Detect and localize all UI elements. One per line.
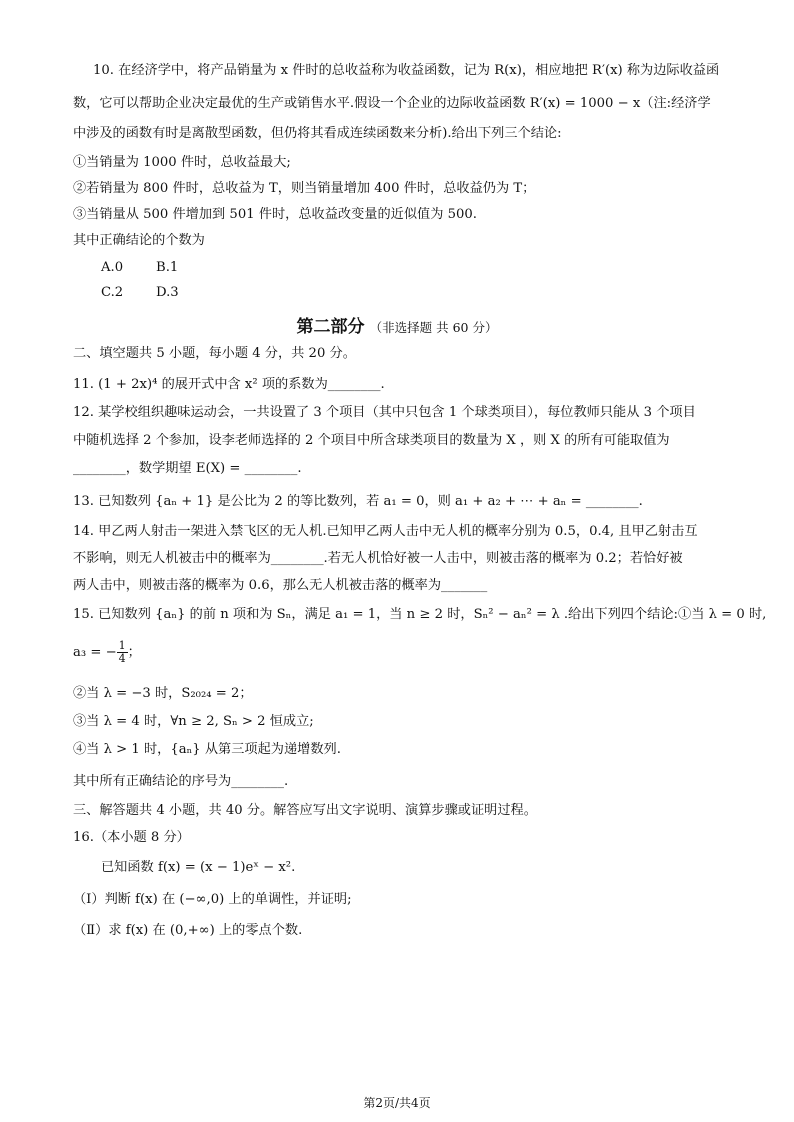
- q15-a3-formula: [73, 640, 141, 665]
- q14-line2: 不影响，则无人机被击中的概率为________.若无人机恰好被一人击中，则被击落的概率为 0.2；若恰好被: [73, 551, 683, 566]
- q15-question: 其中所有正确结论的序号为________.: [73, 774, 289, 789]
- q10-conclusion-3: ③当销量从 500 件增加到 501 件时，总收益改变量的近似值为 500.: [73, 207, 477, 222]
- q15-conclusion-4: ④当 λ > 1 时，{aₙ} 从第三项起为递增数列.: [73, 742, 341, 757]
- q10-option-b: B.1: [156, 260, 179, 275]
- q16-part-2: （Ⅱ）求 f(x) 在 (0,+∞) 上的零点个数.: [73, 923, 303, 938]
- q16-given: 已知函数 f(x) = (x − 1)eˣ − x².: [101, 860, 296, 875]
- q15-a3-lhs: a₃ = −: [73, 645, 117, 660]
- q16-heading: 16.（本小题 8 分）: [73, 830, 190, 845]
- part-two-heading: [0, 312, 794, 337]
- q15-conclusion-2: ②当 λ = −3 时，S₂₀₂₄ = 2；: [73, 686, 253, 701]
- q14-line3: 两人击中，则被击落的概率为 0.6，那么无人机被击落的概率为_______: [73, 578, 488, 593]
- q15-a3-numerator: 1: [118, 639, 126, 652]
- q12-line2: 中随机选择 2 个参加，设李老师选择的 2 个项目中所含球类项目的数量为 X ，则 X 的所有可能取值为: [73, 433, 670, 448]
- q10-question: 其中正确结论的个数为: [73, 233, 205, 248]
- q10-option-d: D.3: [156, 285, 179, 300]
- part-two-subtitle: （非选择题 共 60 分）: [369, 320, 498, 335]
- q15-line1: 15. 已知数列 {aₙ} 的前 n 项和为 Sₙ，满足 a₁ = 1，当 n ≥ 2 时，Sₙ² − aₙ² = λ .给出下列四个结论:①当 λ = 0 时,: [73, 607, 767, 622]
- q13-text: 13. 已知数列 {aₙ + 1} 是公比为 2 的等比数列，若 a₁ = 0，则 a₁ + a₂ + ⋯ + aₙ = ________.: [73, 494, 643, 509]
- q10-conclusion-1: ①当销量为 1000 件时，总收益最大;: [73, 155, 291, 170]
- part-two-title: 第二部分: [296, 317, 365, 337]
- q10-conclusion-2: ②若销量为 800 件时，总收益为 T，则当销量增加 400 件时，总收益仍为 T；: [73, 181, 536, 196]
- q12-line3: ________，数学期望 E(X) = ________.: [73, 461, 302, 476]
- q10-line1: 10. 在经济学中，将产品销量为 x 件时的总收益称为收益函数，记为 R(x)，相应地把 R′(x) 称为边际收益函: [93, 63, 720, 78]
- q14-line1: 14. 甲乙两人射击一架进入禁飞区的无人机.已知甲乙两人击中无人机的概率分别为 0.5，0.4, 且甲乙射击互: [73, 524, 698, 539]
- q11-text: 11. (1 + 2x)⁴ 的展开式中含 x² 项的系数为________.: [73, 377, 385, 392]
- q15-a3-denominator: 4: [118, 652, 126, 665]
- q15-conclusion-3: ③当 λ = 4 时，∀n ≥ 2, Sₙ > 2 恒成立;: [73, 714, 314, 729]
- section-two-heading: 二、填空题共 5 小题，每小题 4 分，共 20 分。: [73, 346, 356, 361]
- q12-line1: 12. 某学校组织趣味运动会，一共设置了 3 个项目（其中只包含 1 个球类项目），每位教师只能从 3 个项目: [73, 405, 696, 420]
- q10-option-c: C.2: [101, 285, 124, 300]
- q10-option-a: A.0: [101, 260, 124, 275]
- q15-a3-end: ；: [127, 645, 141, 660]
- section-three-heading: 三、解答题共 4 小题，共 40 分。解答应写出文字说明、演算步骤或证明过程。: [73, 803, 537, 818]
- page-footer: 第2页/共4页: [363, 1096, 431, 1110]
- q16-part-1: （Ⅰ）判断 f(x) 在 (−∞,0) 上的单调性，并证明;: [73, 892, 352, 907]
- q10-line3: 中涉及的函数有时是离散型函数，但仍将其看成连续函数来分析).给出下列三个结论:: [73, 126, 562, 141]
- q10-line2: 数，它可以帮助企业决定最优的生产或销售水平.假设一个企业的边际收益函数 R′(x) = 1000 − x（注:经济学: [73, 96, 711, 111]
- q15-a3-fraction: [117, 640, 128, 665]
